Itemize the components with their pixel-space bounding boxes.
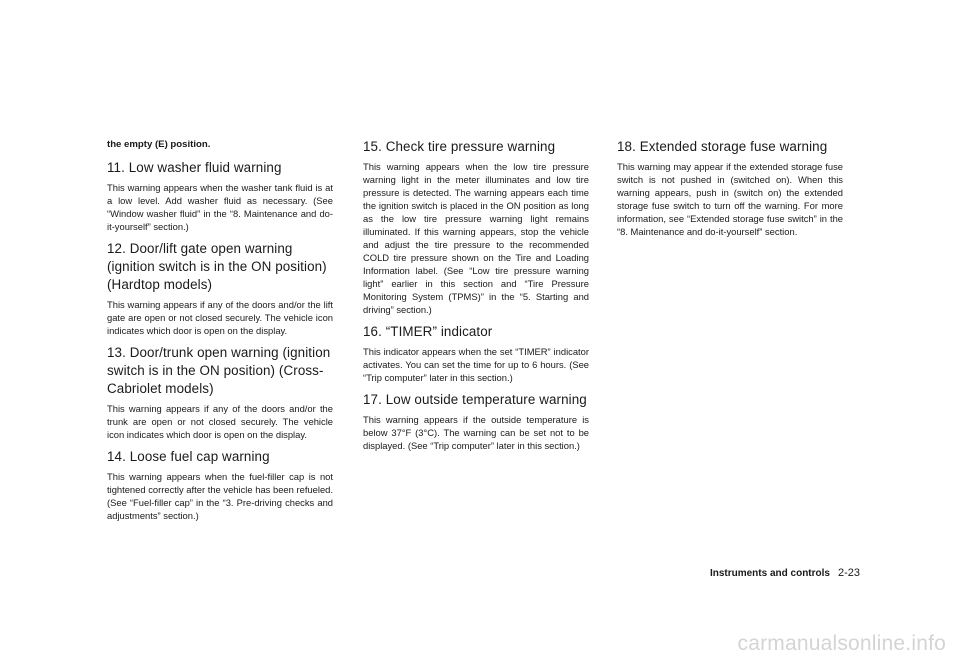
section-timer-indicator — [363, 323, 589, 384]
section-heading: 12. Door/lift gate open warning (ignition switch is in the ON position) (Hardtop models) — [107, 241, 327, 292]
section-check-tire-pressure — [363, 138, 589, 316]
column-2 — [363, 138, 589, 459]
section-heading: 18. Extended storage fuse warning — [617, 139, 828, 154]
section-heading: 11. Low washer fluid warning — [107, 160, 282, 175]
section-heading: 17. Low outside temperature warning — [363, 392, 587, 407]
section-body: This indicator appears when the set “TIMER” indicator activates. You can set the time for up to 6 hours. (See “Trip computer” later in this section.) — [363, 346, 589, 383]
section-body: This warning appears if the outside temperature is below 37°F (3°C). The warning can be set not to be displayed. (See “Trip computer” later in this section.) — [363, 414, 589, 451]
footer-chapter-title: Instruments and controls — [709, 568, 830, 579]
section-body: This warning may appear if the extended storage fuse switch is not pushed in (switched on). When this warning appears, push in (switch on) the extended storage fuse switch to turn off the warning. For more information, see “Extended storage fuse switch” in the “8. Maintenance and do-it-yourself” section. — [617, 161, 843, 237]
continued-text: the empty (E) position. — [107, 139, 211, 150]
section-extended-storage-fuse — [617, 138, 843, 238]
section-door-liftgate-open — [107, 240, 333, 337]
section-heading: 13. Door/trunk open warning (ignition switch is in the ON position) (Cross-Cabriolet models) — [107, 345, 331, 396]
section-body: This warning appears when the fuel-filler cap is not tightened correctly after the vehicle has been refueled. (See “Fuel-filler cap” in the “3. Pre-driving checks and adjustments” section.) — [107, 471, 333, 521]
section-low-washer-fluid — [107, 159, 333, 233]
section-body: This warning appears when the washer tank fluid is at a low level. Add washer fluid as necessary. (See “Window washer fluid” in the “8. Maintenance and do-it-yourself” section.) — [107, 182, 333, 232]
column-3 — [617, 138, 843, 245]
watermark: carmanualsonline.info — [737, 632, 946, 655]
section-heading: 16. “TIMER” indicator — [363, 324, 493, 339]
section-body: This warning appears if any of the doors and/or the trunk are open or not closed securely. The vehicle icon indicates which door is open on the display. — [107, 403, 333, 440]
page-number: 2-23 — [837, 567, 860, 579]
section-heading: 14. Loose fuel cap warning — [107, 449, 270, 464]
page-footer — [660, 566, 860, 581]
section-heading: 15. Check tire pressure warning — [363, 139, 556, 154]
section-loose-fuel-cap — [107, 448, 333, 522]
section-body: This warning appears if any of the doors and/or the lift gate are open or not closed securely. The vehicle icon indicates which door is open on the display. — [107, 299, 333, 336]
section-door-trunk-open — [107, 344, 333, 441]
section-low-outside-temp — [363, 391, 589, 452]
section-body: This warning appears when the low tire pressure warning light in the meter illuminates and low tire pressure is detected. The warning appears each time the ignition switch is placed in the ON position as long as the low tire pressure warning light remains illuminated. If this warning appears, stop the vehicle and adjust the tire pressure to the recommended COLD tire pressure shown on the Tire and Loading Information label. (See “Low tire pressure warning light” earlier in this section and “Tire Pressure Monitoring System (TPMS)” in the “5. Starting and driving” section.) — [363, 161, 589, 315]
column-1 — [107, 138, 333, 529]
